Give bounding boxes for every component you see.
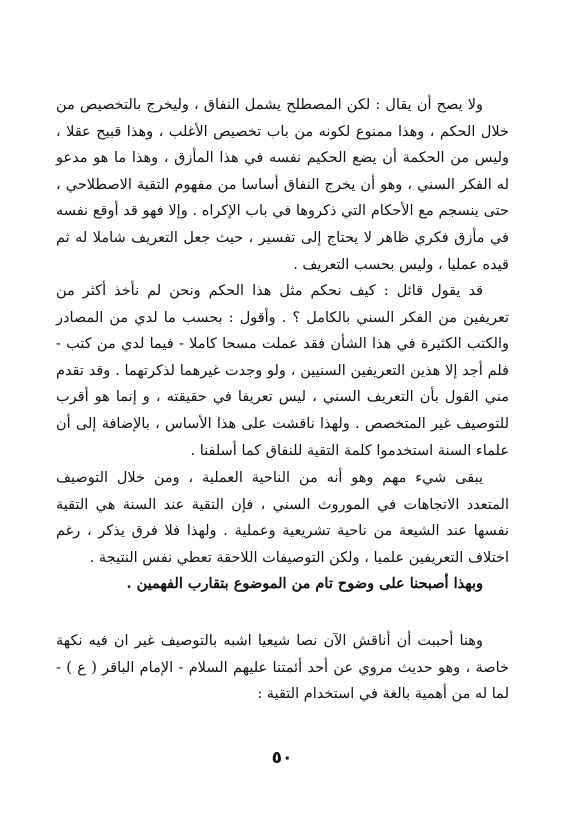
text-block-1 — [56, 92, 509, 278]
paragraph-2: قد يقول قائل : كيف نحكم مثل هذا الحكم ونحن لم نأخذ أكثر من تعريفين من الفكر السني بالكامل ؟ . وأقول : بحسب ما لدي من المصادر والكتب الكثيرة في هذا الشأن فقد عملت مسحا كاملا - فيما لدي من كتب - فلم أجد إلا هذين التعريفين السنيين ، ولو وجدت غيرهما لذكرتهما . وقد تقدم مني القول بأن التعريف السني ، ليس تعريفا في حقيقته ، و إنما هو أقرب للتوصيف غير المتخصص . ولهذا ناقشت على هذا الأساس ، بالإضافة إلى أن علماء السنة استخدموا كلمة التقية للنفاق كما أسلفنا . — [56, 283, 509, 459]
paragraph-5: وهنا أحببت أن أناقش الآن نصا شيعيا اشبه بالتوصيف غير ان فيه نكهة خاصة ، وهو حديث مروي عن أحد أئمتنا عليهم السلام - الإمام الباقر ( ع ) - لما له من أهمية بالغة في استخدام التقية : — [56, 633, 509, 703]
paragraph-1: ولا يصح أن يقال : لكن المصطلح يشمل النفاق ، وليخرج بالتخصيص من خلال الحكم ، وهذا ممنوع لكونه من باب تخصيص الأغلب ، وهذا قبيح عقلا ، وليس من الحكمة أن يضع الحكيم نفسه في هذا المأزق ، وهذا ما هو مدعو له الفكر السني ، وهو أن يخرج النفاق أساسا من مفهوم التقية الاصطلاحي ، حتى ينسجم مع الأحكام التي ذكروها في باب الإكراه . وإلا فهو قد أوقع نفسه في مأزق فكري ظاهر لا يحتاج إلى تفسير ، حيث جعل التعريف شاملا له ثم قيده عمليا ، وليس بحسب التعريف . — [56, 97, 509, 273]
text-block-4 — [56, 628, 509, 708]
paragraph-4: وبهذا أصبحنا على وضوح تام من الموضوع بتقارب الفهمين . — [126, 575, 483, 593]
text-block-2 — [56, 278, 509, 464]
text-block-3 — [56, 465, 509, 598]
paragraph-3: يبقى شيء مهم وهو أنه من الناحية العملية ، ومن خلال التوصيف المتعدد الاتجاهات في الموروث السني ، فإن التقية عند السنة هي التقية نفسها عند الشيعة من ناحية تشريعية وعملية . ولهذا فلا فرق يذكر ، رغم اختلاف التعريفين علميا ، ولكن التوصيفات اللاحقة تعطي نفس النتيجة . — [56, 470, 509, 566]
page-number: ٥٠ — [271, 748, 293, 768]
